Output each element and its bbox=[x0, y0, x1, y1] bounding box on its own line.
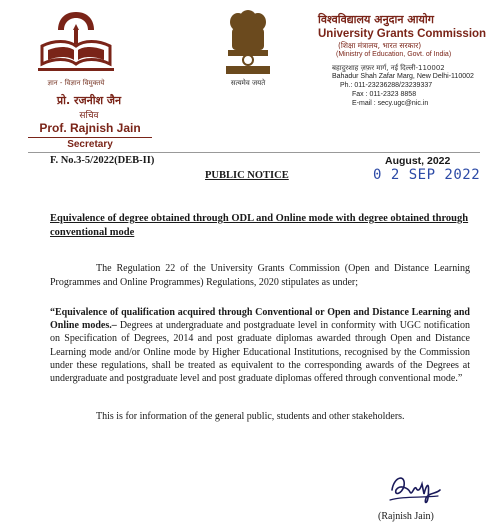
org-name: University Grants Commission bbox=[318, 28, 487, 40]
signer-name: (Rajnish Jain) bbox=[378, 511, 434, 522]
regulation-heading: “Equivalence of qualification acquired through Conventional or Open and Distance Learning and Online modes.– bbox=[50, 307, 470, 332]
date-stamp: 0 2 SEP 2022 bbox=[373, 167, 481, 183]
secretary-designation: Secretary bbox=[67, 139, 113, 150]
name-divider bbox=[28, 137, 152, 138]
body-paragraph-2 bbox=[50, 306, 470, 385]
email[interactable]: E-mail : secy.ugc@nic.in bbox=[352, 100, 429, 107]
logo-motto: ज्ञान - विज्ञान विमुक्तये bbox=[47, 79, 105, 87]
address: Bahadur Shah Zafar Marg, New Delhi-110002 bbox=[332, 73, 474, 80]
notice-date: August, 2022 bbox=[385, 155, 451, 167]
phone: Ph.: 011-23236288/23239337 bbox=[340, 82, 433, 89]
ugc-logo-icon bbox=[34, 6, 118, 84]
address-hindi: बहादुरशाह ज़फ़र मार्ग, नई दिल्ली-110002 bbox=[332, 64, 445, 72]
reference-number: F. No.3-5/2022(DEB-II) bbox=[50, 155, 155, 166]
header-divider bbox=[28, 152, 480, 153]
signature-icon bbox=[384, 464, 444, 508]
organisation-details bbox=[318, 12, 496, 107]
body-paragraph-3: This is for information of the general public, students and other stakeholders. bbox=[96, 411, 405, 422]
fax: Fax : 011-2323 8858 bbox=[352, 91, 417, 98]
regulation-text: Degrees at undergraduate and postgraduate level in conformity with UGC notification on Specification of Degrees, 2014 and post graduate diplomas awarded through Open and Distance Learning mode and/or Online mode by Higher Educational Institutions, recognised by the Commission under these regulations, shall be treated as equivalent to the corresponding awards of the Degrees at undergraduate and postgraduate level and post graduate diplomas offered through conventional mode.” bbox=[50, 320, 471, 385]
emblem-motto: सत्यमेव जयते bbox=[230, 79, 266, 87]
org-name-hindi: विश्वविद्यालय अनुदान आयोग bbox=[318, 13, 434, 26]
body-paragraph-1: The Regulation 22 of the University Grants Commission (Open and Distance Learning Programmes and Online Programmes) Regulations, 2020 stipulates as under; bbox=[50, 263, 470, 288]
ministry-hindi: (शिक्षा मंत्रालय, भारत सरकार) bbox=[338, 41, 422, 50]
notice-subject: Equivalence of degree obtained through ODL and Online mode with degree obtained through conventional mode bbox=[50, 213, 469, 238]
notice-title: PUBLIC NOTICE bbox=[205, 170, 289, 181]
ministry: (Ministry of Education, Govt. of India) bbox=[336, 51, 452, 58]
secretary-name-hindi: प्रो. रजनीश जैन bbox=[56, 94, 122, 107]
secretary-name: Prof. Rajnish Jain bbox=[39, 121, 141, 135]
secretary-designation-hindi: सचिव bbox=[79, 111, 99, 121]
national-emblem-icon bbox=[222, 8, 274, 78]
